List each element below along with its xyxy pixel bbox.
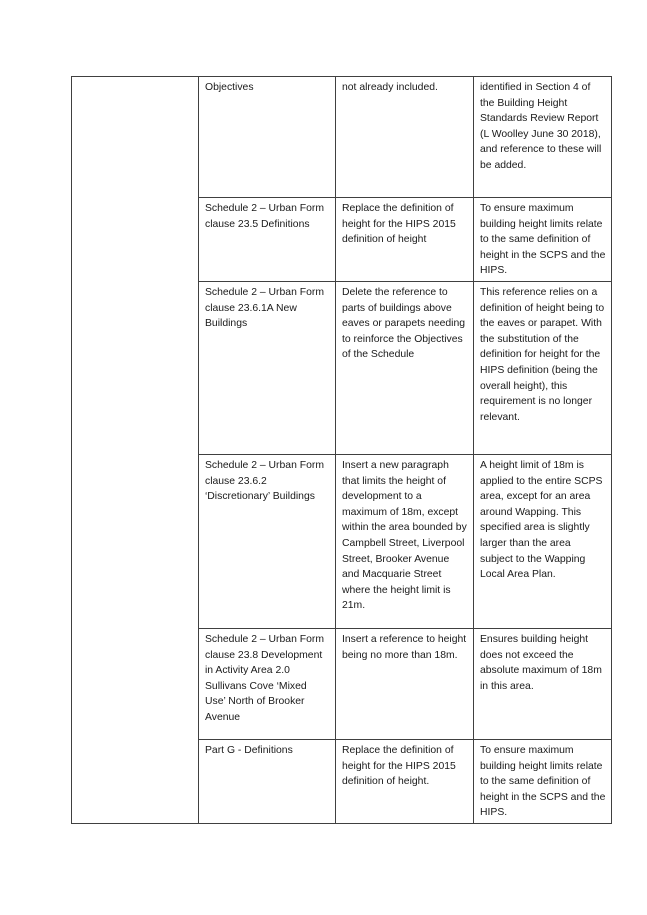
reason-cell: To ensure maximum building height limits relate to the same definition of height in the SCPS and the HIPS.	[474, 198, 612, 282]
reason-cell: A height limit of 18m is applied to the entire SCPS area, except for an area around Wapping. This specified area is slightly larger than the area subject to the Wapping Local Area Plan.	[474, 454, 612, 628]
provision-cell: Schedule 2 – Urban Form clause 23.8 Development in Activity Area 2.0 Sullivans Cove ‘Mixed Use’ North of Brooker Avenue	[199, 628, 336, 739]
provision-cell: Schedule 2 – Urban Form clause 23.5 Definitions	[199, 198, 336, 282]
reason-cell: Ensures building height does not exceed the absolute maximum of 18m in this area.	[474, 628, 612, 739]
provision-cell: Schedule 2 – Urban Form clause 23.6.2 ‘Discretionary’ Buildings	[199, 454, 336, 628]
table-row	[72, 77, 612, 198]
amendment-cell: Insert a new paragraph that limits the height of development to a maximum of 18m, except within the area bounded by Campbell Street, Liverpool Street, Brooker Avenue and Macquarie Street where the height limit is 21m.	[336, 454, 474, 628]
amendment-cell: not already included.	[336, 77, 474, 198]
provision-cell: Objectives	[199, 77, 336, 198]
amendments-table	[71, 76, 612, 824]
reason-cell: identified in Section 4 of the Building Height Standards Review Report (L Woolley June 30 2018), and reference to these will be added.	[474, 77, 612, 198]
provision-cell: Part G - Definitions	[199, 739, 336, 823]
amendment-cell: Delete the reference to parts of buildings above eaves or parapets needing to reinforce the Objectives of the Schedule	[336, 281, 474, 454]
reason-cell: To ensure maximum building height limits relate to the same definition of height in the SCPS and the HIPS.	[474, 739, 612, 823]
amendment-cell: Insert a reference to height being no more than 18m.	[336, 628, 474, 739]
provision-cell: Schedule 2 – Urban Form clause 23.6.1A New Buildings	[199, 281, 336, 454]
amendment-cell: Replace the definition of height for the HIPS 2015 definition of height	[336, 198, 474, 282]
blank-first-column-cell	[72, 77, 199, 824]
amendment-cell: Replace the definition of height for the HIPS 2015 definition of height.	[336, 739, 474, 823]
reason-cell: This reference relies on a definition of height being to the eaves or parapet. With the substitution of the definition for height for the HIPS definition (being the overall height), this requirement is no longer relevant.	[474, 281, 612, 454]
